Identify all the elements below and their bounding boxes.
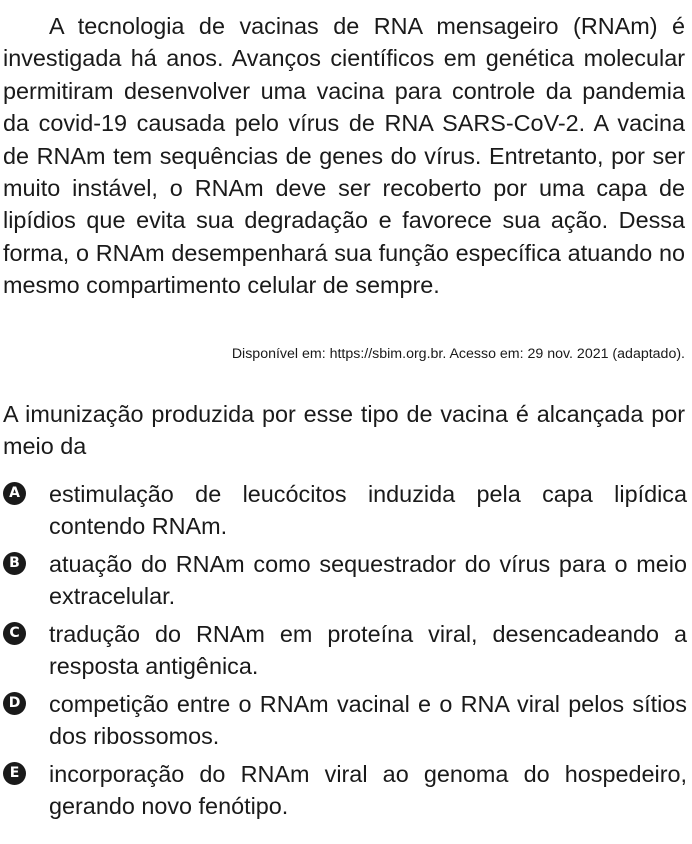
answer-options (3, 478, 687, 828)
question-stem: A imunização produzida por esse tipo de vacina é alcançada por meio da (3, 401, 685, 460)
passage-paragraph: A tecnologia de vacinas de RNA mensageiro (RNAm) é investigada há anos. Avanços científicos em genética molecular permitiram desenvolver uma vacina para controle da pandemia da covid-19 causada pelo vírus de RNA SARS-CoV-2. A vacina de RNAm tem sequências de genes do vírus. Entretanto, por ser muito instável, o RNAm deve ser recoberto por uma capa de lipídios que evita sua degradação e favorece sua ação. Dessa forma, o RNAm desempenhará sua função específica atuando no mesmo compartimento celular de sempre. (3, 13, 685, 299)
option-a[interactable] (3, 478, 687, 548)
option-e[interactable] (3, 758, 687, 828)
option-d-text: competição entre o RNAm vacinal e o RNA viral pelos sítios dos ribossomos. (49, 691, 687, 750)
option-c[interactable] (3, 618, 687, 688)
passage-text (3, 10, 685, 302)
option-d[interactable] (3, 688, 687, 758)
option-a-text: estimulação de leucócitos induzida pela capa lipídica contendo RNAm. (49, 481, 687, 540)
option-e-text: incorporação do RNAm viral ao genoma do hospedeiro, gerando novo fenótipo. (49, 761, 687, 820)
option-e-letter-badge: E (3, 762, 26, 785)
option-b-text: atuação do RNAm como sequestrador do vírus para o meio extracelular. (49, 551, 687, 610)
option-b[interactable] (3, 548, 687, 618)
source-citation: Disponível em: https://sbim.org.br. Acesso em: 29 nov. 2021 (adaptado). (231, 346, 685, 362)
option-c-text: tradução do RNAm em proteína viral, desencadeando a resposta antigênica. (49, 621, 687, 680)
option-a-letter-badge: A (3, 482, 26, 505)
option-c-letter-badge: C (3, 622, 26, 645)
option-b-letter-badge: B (3, 552, 26, 575)
option-d-letter-badge: D (3, 692, 26, 715)
